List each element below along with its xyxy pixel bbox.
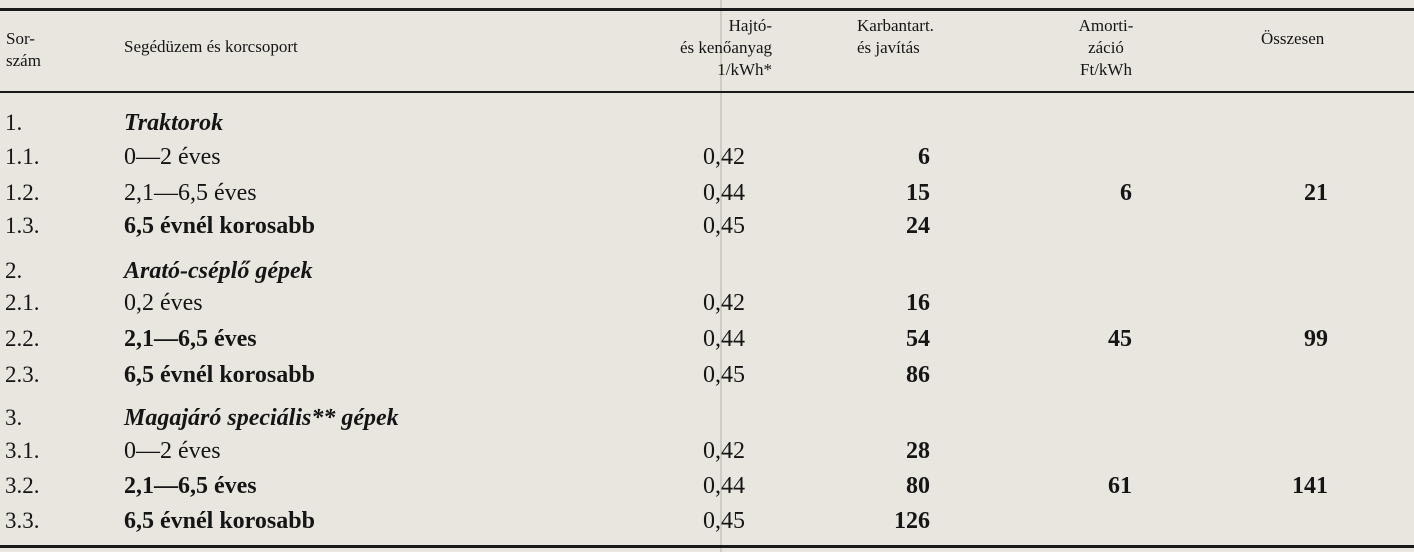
- row-karb: 80: [906, 473, 930, 499]
- row-label: 0,2 éves: [124, 290, 203, 316]
- header-rule: [0, 91, 1414, 93]
- row-num: 1.1.: [5, 144, 40, 169]
- row-amort: 6: [1120, 180, 1132, 206]
- row-label: 0—2 éves: [124, 438, 221, 464]
- row-amort: 61: [1108, 473, 1132, 499]
- row-num: 3.2.: [5, 473, 40, 498]
- row-num: 1.: [5, 110, 23, 135]
- row-num: 1.3.: [5, 213, 40, 238]
- row-num: 2.: [5, 258, 23, 283]
- row-label: 6,5 évnél korosabb: [124, 508, 315, 534]
- row-group-label: Arató-cséplő gépek: [124, 258, 313, 284]
- row-hajto: 0,42: [703, 438, 745, 464]
- row-amort: 45: [1108, 326, 1132, 352]
- row-ossz: 141: [1292, 473, 1328, 499]
- row-hajto: 0,44: [703, 473, 745, 499]
- header-karbantart: [857, 15, 934, 59]
- row-karb: 16: [906, 290, 930, 316]
- row-karb: 126: [894, 508, 930, 534]
- row-label: 2,1—6,5 éves: [124, 180, 257, 206]
- row-label: 6,5 évnél korosabb: [124, 362, 315, 388]
- row-num: 1.2.: [5, 180, 40, 205]
- row-group-label: Magajáró speciális** gépek: [124, 405, 399, 431]
- header-sorszam: [6, 28, 41, 72]
- row-ossz: 99: [1304, 326, 1328, 352]
- row-num: 3.1.: [5, 438, 40, 463]
- top-rule: [0, 8, 1414, 11]
- row-ossz: 21: [1304, 180, 1328, 206]
- row-num: 2.3.: [5, 362, 40, 387]
- row-label: 2,1—6,5 éves: [124, 473, 257, 499]
- row-karb: 54: [906, 326, 930, 352]
- row-num: 3.: [5, 405, 23, 430]
- row-karb: 15: [906, 180, 930, 206]
- header-amorti-line2: záció: [1088, 38, 1124, 57]
- header-osszesen: Összesen: [1261, 29, 1325, 48]
- bottom-rule: [0, 545, 1414, 548]
- row-karb: 86: [906, 362, 930, 388]
- row-karb: 6: [918, 144, 930, 170]
- row-label: 0—2 éves: [124, 144, 221, 170]
- header-amorti: [1058, 15, 1154, 81]
- header-sorszam-line2: szám: [6, 51, 41, 70]
- header-sorszam-line1: Sor-: [6, 29, 35, 48]
- row-hajto: 0,42: [703, 144, 745, 170]
- row-hajto: 0,44: [703, 180, 745, 206]
- row-num: 3.3.: [5, 508, 40, 533]
- row-label: 2,1—6,5 éves: [124, 326, 257, 352]
- row-group-label: Traktorok: [124, 110, 224, 136]
- row-hajto: 0,45: [703, 362, 745, 388]
- header-hajto-line1: Hajtó-: [728, 16, 772, 35]
- header-hajto: [600, 15, 772, 81]
- row-hajto: 0,42: [703, 290, 745, 316]
- bleed-through-texture: [720, 0, 722, 552]
- row-hajto: 0,44: [703, 326, 745, 352]
- header-karbantart-line1: Karbantart.: [857, 16, 934, 35]
- row-karb: 24: [906, 213, 930, 239]
- row-hajto: 0,45: [703, 213, 745, 239]
- row-hajto: 0,45: [703, 508, 745, 534]
- row-label: 6,5 évnél korosabb: [124, 213, 315, 239]
- header-segeduzem: Segédüzem és korcsoport: [124, 37, 298, 56]
- header-amorti-line1: Amorti-: [1078, 16, 1134, 35]
- row-num: 2.2.: [5, 326, 40, 351]
- header-amorti-line3: Ft/kWh: [1080, 60, 1132, 79]
- header-hajto-line2: és kenőanyag: [679, 38, 772, 57]
- header-hajto-line3: 1/kWh*: [717, 60, 772, 79]
- row-num: 2.1.: [5, 290, 40, 315]
- row-karb: 28: [906, 438, 930, 464]
- header-karbantart-line2: és javítás: [857, 38, 920, 57]
